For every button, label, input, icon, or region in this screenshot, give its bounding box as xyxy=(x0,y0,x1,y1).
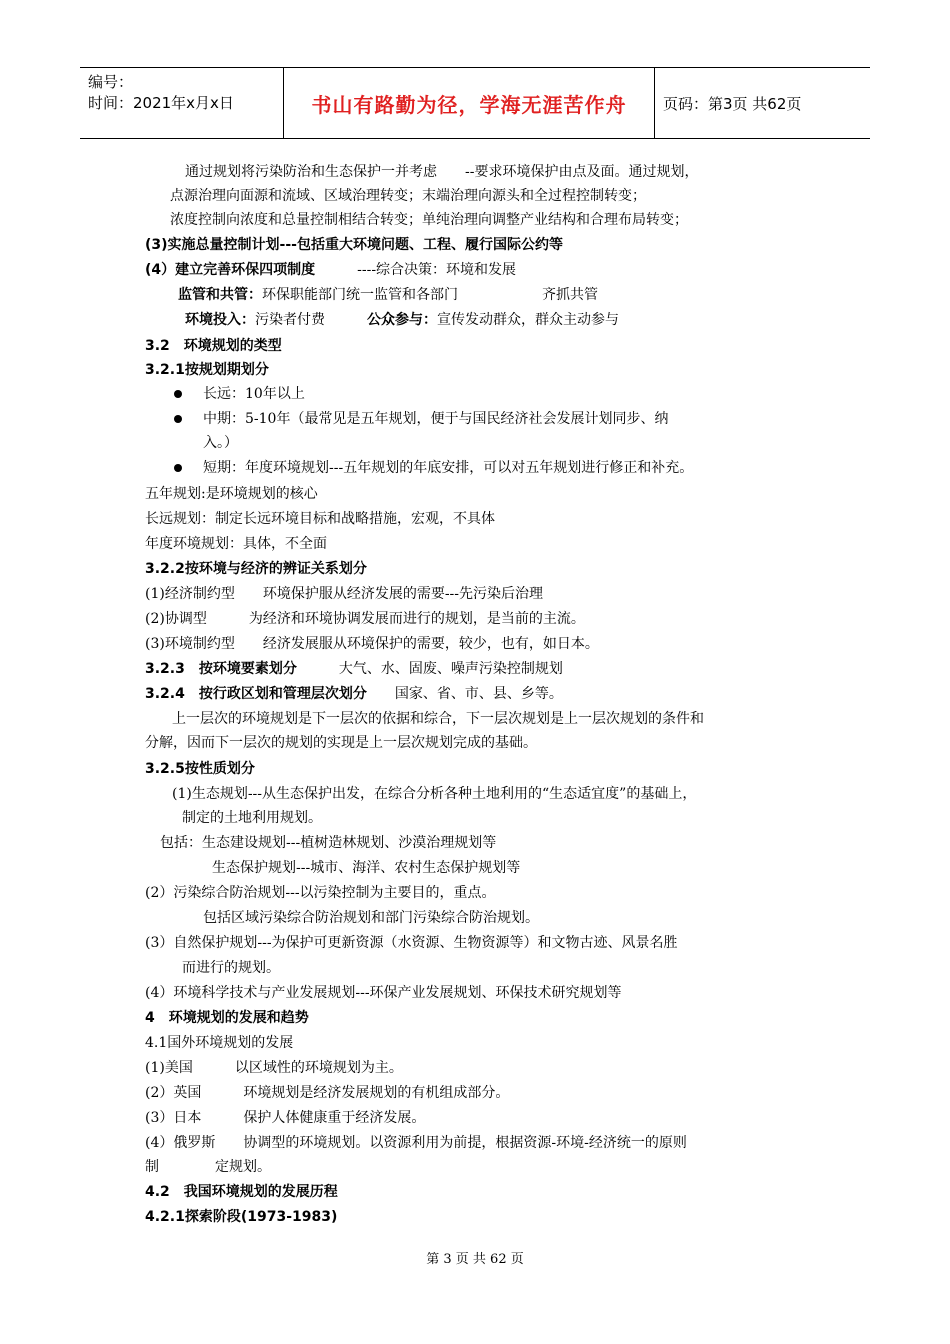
bold-text: 3.2.5按性质划分 xyxy=(145,761,255,777)
text-line xyxy=(145,559,367,579)
text-span: (2）污染综合防治规划---以污染控制为主要目的，重点。 xyxy=(145,885,496,901)
bold-text: 3.2.2按环境与经济的辨证关系划分 xyxy=(145,561,367,577)
text-line xyxy=(145,1157,271,1177)
text-span: 短期：年度环境规划---五年规划的年底安排，可以对五年规划进行修正和补充。 xyxy=(203,460,694,476)
bold-text: (3)实施总量控制计划---包括重大环境问题、工程、履行国际公约等 xyxy=(145,237,563,253)
bullet-icon xyxy=(174,464,182,472)
document-date: 时间：2021年x月x日 xyxy=(88,94,234,112)
text-span: 中期：5-10年（最常见是五年规划，便于与国民经济社会发展计划同步、纳 xyxy=(203,411,669,427)
document-number-label: 编号： xyxy=(88,73,134,91)
text-span: (1)生态规划---从生态保护出发，在综合分析各种土地利用的“生态适宜度”的基础上， xyxy=(172,786,697,802)
bold-text: 4 环境规划的发展和趋势 xyxy=(145,1010,309,1026)
text-span: (3)环境制约型 经济发展服从环境保护的需要，较少，也有，如日本。 xyxy=(145,636,599,652)
text-line xyxy=(203,409,668,429)
header-divider xyxy=(654,68,655,138)
text-span: 制 定规划。 xyxy=(145,1159,271,1175)
text-span: 分解，因而下一层次的规划的实现是上一层次规划完成的基础。 xyxy=(145,735,537,751)
text-span: 浓度控制向浓度和总量控制相结合转变；单纯治理向调整产业结构和合理布局转变； xyxy=(170,212,688,228)
text-span: 生态保护规划---城市、海洋、农村生态保护规划等 xyxy=(212,860,521,876)
bold-text: (4）建立完善环保四项制度 xyxy=(145,262,316,278)
text-span: 环保职能部门统一监管和各部门 齐抓共管 xyxy=(262,287,598,303)
text-line xyxy=(145,684,563,704)
text-span: 入。） xyxy=(203,435,238,451)
text-span: 点源治理向面源和流域、区域治理转变；末端治理向源头和全过程控制转变； xyxy=(170,188,646,204)
text-line xyxy=(203,384,305,404)
text-span: 大气、水、固废、噪声污染控制规划 xyxy=(296,661,563,677)
text-line xyxy=(145,1033,293,1053)
text-span: (3）日本 保护人体健康重于经济发展。 xyxy=(145,1110,426,1126)
text-line xyxy=(212,858,520,878)
text-line xyxy=(172,709,704,729)
text-line xyxy=(170,186,646,206)
text-line xyxy=(145,634,599,654)
text-line xyxy=(145,260,516,280)
bold-text: 4.2.1探索阶段(1973-1983) xyxy=(145,1209,338,1225)
text-line xyxy=(145,609,585,629)
bold-text: 3.2.3 按环境要素划分 xyxy=(145,661,297,677)
text-span: 4.1国外环境规划的发展 xyxy=(145,1035,294,1051)
text-line xyxy=(145,1207,337,1227)
text-span: 通过规划将污染防治和生态保护一并考虑 --要求环境保护由点及面。通过规划， xyxy=(185,164,699,180)
bold-text: 公众参与： xyxy=(367,312,437,328)
header-motto: 书山有路勤为径，学海无涯苦作舟 xyxy=(311,92,627,117)
bullet-icon xyxy=(174,415,182,423)
text-line xyxy=(145,534,327,554)
text-span: (2）英国 环境规划是经济发展规划的有机组成部分。 xyxy=(145,1085,510,1101)
text-span: 上一层次的环境规划是下一层次的依据和综合，下一层次规划是上一层次规划的条件和 xyxy=(172,711,704,727)
text-line xyxy=(170,210,688,230)
text-line xyxy=(178,285,598,305)
text-line xyxy=(145,759,255,779)
text-line xyxy=(145,1058,403,1078)
text-span: 长远规划：制定长远环境目标和战略措施，宏观，不具体 xyxy=(145,511,495,527)
text-span: (1)美国 以区域性的环境规划为主。 xyxy=(145,1060,403,1076)
header-page-info: 页码：第3页 共62页 xyxy=(663,94,802,113)
text-span: 宣传发动群众，群众主动参与 xyxy=(437,312,619,328)
text-span: 包括区域污染综合防治规划和部门污染综合防治规划。 xyxy=(203,910,539,926)
text-span: (1)经济制约型 环境保护服从经济发展的需要---先污染后治理 xyxy=(145,586,544,602)
page-header xyxy=(80,67,870,139)
text-line xyxy=(145,1108,425,1128)
text-line xyxy=(145,360,269,380)
text-line xyxy=(145,484,318,504)
text-line xyxy=(145,733,537,753)
text-line xyxy=(145,883,496,903)
text-line xyxy=(185,162,698,182)
text-span: 包括：生态建设规划---植树造林规划、沙漠治理规划等 xyxy=(160,835,497,851)
bold-text: 环境投入： xyxy=(185,312,255,328)
text-line xyxy=(145,1008,309,1028)
text-line xyxy=(203,433,238,453)
text-span: (3）自然保护规划---为保护可更新资源（水资源、生物资源等）和文物古迹、风景名胜 xyxy=(145,935,678,951)
text-line xyxy=(145,336,282,356)
text-span: 污染者付费 xyxy=(255,312,367,328)
text-span: 五年规划:是环境规划的核心 xyxy=(145,486,318,502)
text-line xyxy=(182,808,322,828)
bold-text: 3.2.4 按行政区划和管理层次划分 xyxy=(145,686,367,702)
text-line xyxy=(185,310,619,330)
bold-text: 3.2 环境规划的类型 xyxy=(145,338,282,354)
text-span: 长远：10年以上 xyxy=(203,386,305,402)
text-line xyxy=(203,458,693,478)
bullet-icon xyxy=(174,390,182,398)
text-span: (2)协调型 为经济和环境协调发展而进行的规划，是当前的主流。 xyxy=(145,611,585,627)
bold-text: 监管和共管： xyxy=(178,287,262,303)
text-line xyxy=(145,509,495,529)
text-line xyxy=(203,908,539,928)
text-line xyxy=(145,1083,509,1103)
text-line xyxy=(145,659,563,679)
page-footer: 第 3 页 共 62 页 xyxy=(426,1252,524,1267)
text-line xyxy=(160,833,496,853)
text-span: 而进行的规划。 xyxy=(182,960,280,976)
text-line xyxy=(172,784,696,804)
text-span: 年度环境规划：具体，不全面 xyxy=(145,536,327,552)
text-line xyxy=(145,235,563,255)
text-span: (4）环境科学技术与产业发展规划---环保产业发展规划、环保技术研究规划等 xyxy=(145,985,622,1001)
text-line xyxy=(145,584,543,604)
text-span: ----综合决策：环境和发展 xyxy=(315,262,517,278)
text-line xyxy=(145,1182,338,1202)
text-span: 国家、省、市、县、乡等。 xyxy=(366,686,563,702)
text-line xyxy=(145,933,678,953)
text-line xyxy=(145,983,622,1003)
text-span: 制定的土地利用规划。 xyxy=(182,810,322,826)
text-span: (4）俄罗斯 协调型的环境规划。以资源利用为前提，根据资源-环境-经济统一的原则 xyxy=(145,1135,687,1151)
text-line xyxy=(145,1133,687,1153)
bold-text: 4.2 我国环境规划的发展历程 xyxy=(145,1184,338,1200)
text-line xyxy=(182,958,280,978)
header-meta xyxy=(88,72,278,114)
bold-text: 3.2.1按规划期划分 xyxy=(145,362,269,378)
